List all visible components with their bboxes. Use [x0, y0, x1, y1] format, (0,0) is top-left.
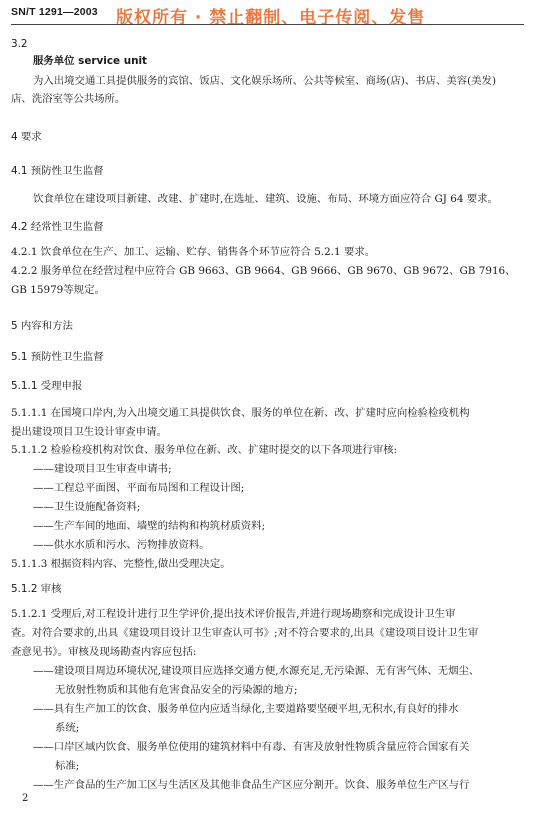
clause-s-5-1-2-1-c2: 标准;	[55, 760, 80, 772]
clause-s-4-2-1: 4.2.1 饮食单位在生产、加工、运输、贮存、销售各个环节应符合 5.2.1 要求。	[11, 246, 376, 258]
clause-s-4: 4 要求	[11, 131, 42, 143]
clause-s-5-1-2-1-b: ——具有生产加工的饮食、服务单位内应适当绿化,主要道路要坚硬平坦,无积水,有良好的排水	[33, 703, 459, 715]
clause-s-4-2: 4.2 经常性卫生监督	[11, 221, 104, 233]
clause-s-5-1: 5.1 预防性卫生监督	[11, 351, 104, 363]
clause-s-5-1-2-1-b2: 系统;	[55, 722, 80, 734]
clause-s-5-1-1-2-e: ——供水水质和污水、污物排放资料。	[33, 539, 210, 551]
clause-s-5-1-2-1-c: ——口岸区域内饮食、服务单位使用的建筑材料中有毒、有害及放射性物质含量应符合国家有关	[33, 741, 470, 753]
clause-s-5-1-2-1-a2: 无放射性物质和其他有危害食品安全的污染源的地方;	[55, 684, 298, 696]
clause-s-4-1: 4.1 预防性卫生监督	[11, 165, 104, 177]
document-code: SN/T 1291—2003	[11, 6, 98, 18]
clause-s-4-2-2b: GB 15979等规定。	[11, 284, 105, 296]
clause-s-3-2-p2: 店、洗浴室等公共场所。	[11, 93, 126, 105]
clause-s-5-1-1-1: 5.1.1.1 在国境口岸内,为入出境交通工具提供饮食、服务的单位在新、改、扩建时应向检验检疫机构	[11, 407, 470, 419]
clause-s-5-1-1-2-a: ——建设项目卫生审查申请书;	[33, 463, 172, 475]
clause-s-5-1-2-1c: 查意见书》。审核及现场勘查内容应包括:	[11, 646, 197, 658]
page-number: 2	[22, 793, 29, 804]
clause-s-3-2-p1: 为入出境交通工具提供服务的宾馆、饭店、文化娱乐场所、公共等候室、商场(店)、书店、美容(美发)	[33, 75, 497, 87]
clause-s-5-1-2-1: 5.1.2.1 受理后,对工程设计进行卫生学评价,提出技术评价报告,并进行现场勘察和完成设计卫生审	[11, 608, 456, 620]
clause-s-5-1-2: 5.1.2 审核	[11, 583, 62, 595]
clause-s-5-1-2-1b: 查。对符合要求的,出具《建设项目设计卫生审查认可书》;对不符合要求的,出具《建设项目设计卫生审	[11, 627, 479, 639]
clause-s-5: 5 内容和方法	[11, 320, 73, 332]
clause-s-5-1-1-1b: 提出建设项目卫生设计审查申请。	[11, 426, 167, 438]
clause-s-5-1-1-2-c: ——卫生设施配备资料;	[33, 501, 141, 513]
clause-s-5-1-1-2: 5.1.1.2 检验检疫机构对饮食、服务单位在新、改、扩建时提交的以下各项进行审核:	[11, 444, 398, 456]
clause-s-4-1-p1: 饮食单位在建设项目新建、改建、扩建时,在选址、建筑、设施、布局、环境方面应符合 GJ 64 要求。	[33, 193, 498, 205]
header-divider	[11, 24, 524, 25]
copyright-watermark: 版权所有 · 禁止翻制、电子传阅、发售	[116, 8, 426, 28]
clause-s-4-2-2: 4.2.2 服务单位在经营过程中应符合 GB 9663、GB 9664、GB 9666、GB 9670、GB 9672、GB 7916、	[11, 265, 516, 277]
clause-s-5-1-1-3: 5.1.1.3 根据资料内容、完整性,做出受理决定。	[11, 558, 231, 570]
clause-s-3-2-num: 3.2	[11, 38, 28, 50]
clause-s-5-1-2-1-d: ——生产食品的生产加工区与生活区及其他非食品生产区应分割开。饮食、服务单位生产区与行	[33, 779, 470, 791]
clause-s-5-1-1-2-d: ——生产车间的地面、墙壁的结构和构筑材质资料;	[33, 520, 266, 532]
clause-s-3-2-title: 服务单位 service unit	[33, 55, 148, 67]
clause-s-5-1-2-1-a: ——建设项目周边环境状况,建设项目应选择交通方便,水源充足,无污染源、无有害气体、无烟尘、	[33, 665, 480, 677]
clause-s-5-1-1-2-b: ——工程总平面图、平面布局图和工程设计图;	[33, 482, 245, 494]
clause-s-5-1-1: 5.1.1 受理申报	[11, 380, 83, 392]
